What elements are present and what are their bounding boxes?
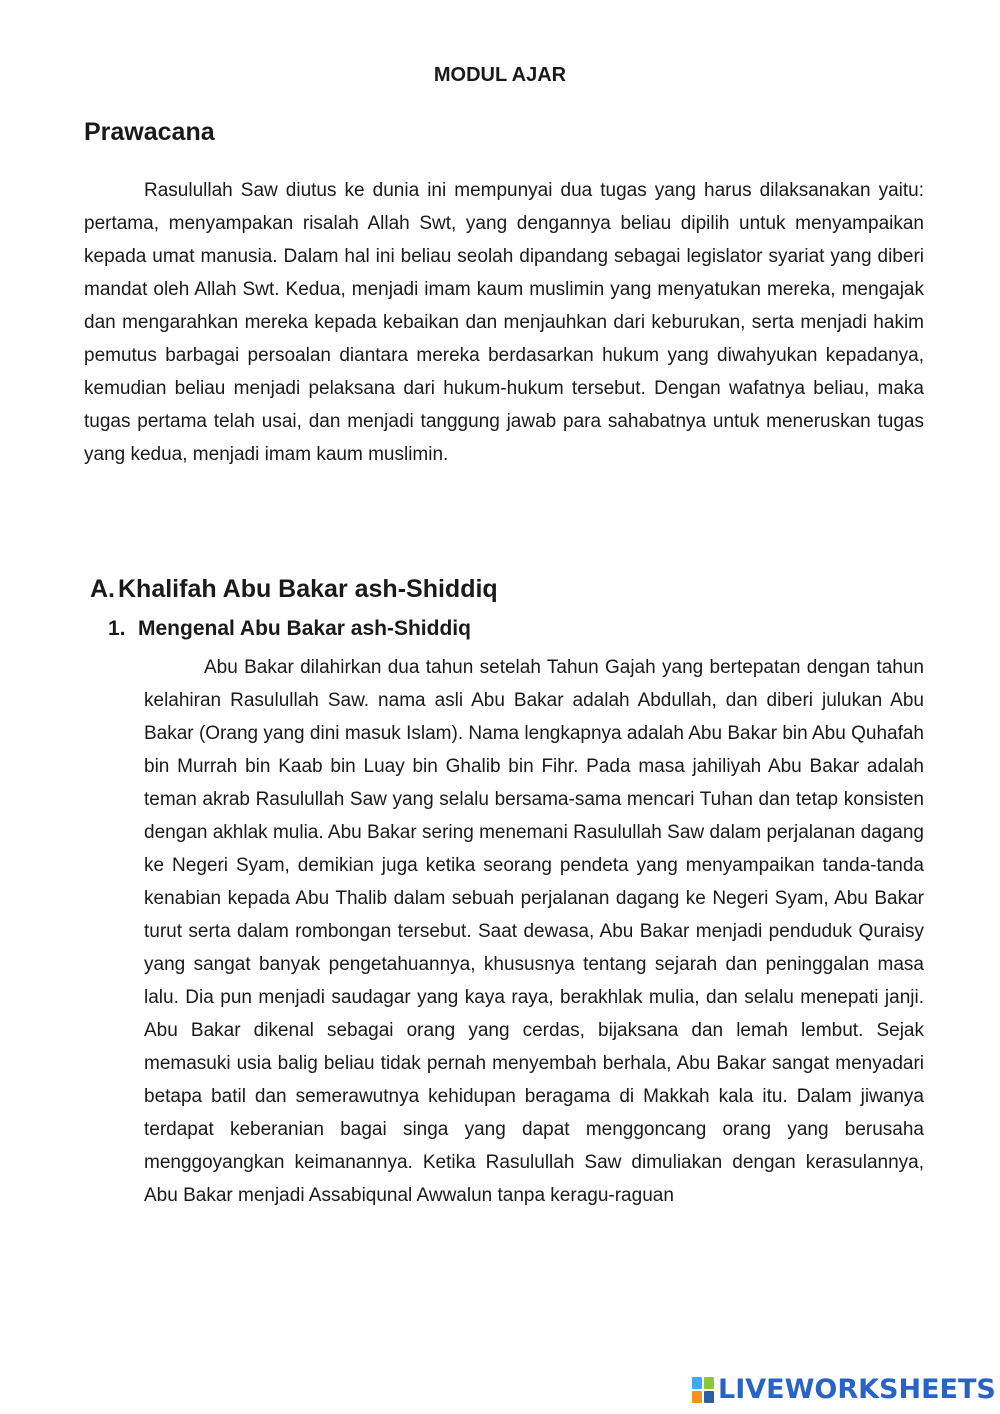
logo-text: LIVEWORKSHEETS <box>718 1374 996 1405</box>
liveworksheets-logo <box>692 1374 996 1405</box>
liveworksheets-logo-icon <box>692 1377 714 1403</box>
section-a-number: A. <box>90 575 115 603</box>
subsection-1-paragraph: Abu Bakar dilahirkan dua tahun setelah Tahun Gajah yang bertepatan dengan tahun kelahiran Rasulullah Saw. nama asli Abu Bakar adalah Abdullah, dan diberi julukan Abu Bakar (Orang yang dini masuk Islam). Nama lengkapnya adalah Abu Bakar bin Abu Quhafah bin Murrah bin Kaab bin Luay bin Ghalib bin Fihr. Pada masa jahiliyah Abu Bakar adalah teman akrab Rasulullah Saw yang selalu bersama-sama mencari Tuhan dan tetap konsisten dengan akhlak mulia. Abu Bakar sering menemani Rasulullah Saw dalam perjalanan dagang ke Negeri Syam, demikian juga ketika seorang pendeta yang menyampaikan tanda-tanda kenabian kepada Abu Thalib dalam sebuah perjalanan dagang ke Negeri Syam, Abu Bakar turut serta dalam rombongan tersebut. Saat dewasa, Abu Bakar menjadi penduduk Quraisy yang sangat banyak pengetahuannya, khususnya tentang sejarah dan peninggalan masa lalu. Dia pun menjadi saudagar yang kaya raya, berakhlak mulia, dan selalu menepati janji. Abu Bakar dikenal sebagai orang yang cerdas, bijaksana dan lemah lembut. Sejak memasuki usia balig beliau tidak pernah menyembah berhala, Abu Bakar sangat menyadari betapa batil dan semerawutnya kehidupan beragama di Makkah kala itu. Dalam jiwanya terdapat keberanian bagai singa yang dapat menggoncang orang yang berusaha menggoyangkan keimanannya. Ketika Rasulullah Saw dimuliakan dengan kerasulannya, Abu Bakar menjadi Assabiqunal Awwalun tanpa keragu-raguan <box>144 657 924 1206</box>
section-a-heading <box>90 575 498 604</box>
page-title: MODUL AJAR <box>433 64 567 86</box>
subsection-1-heading <box>108 617 471 641</box>
subsection-1-number: 1. <box>108 617 126 640</box>
intro-heading: Prawacana <box>84 118 215 146</box>
subsection-1-title: Mengenal Abu Bakar ash-Shiddiq <box>138 617 471 640</box>
intro-paragraph: Rasulullah Saw diutus ke dunia ini mempunyai dua tugas yang harus dilaksanakan yaitu: pertama, menyampakan risalah Allah Swt, yang dengannya beliau dipilih untuk menyampaikan kepada umat manusia. Dalam hal ini beliau seolah dipandang sebagai legislator syariat yang diberi mandat oleh Allah Swt. Kedua, menjadi imam kaum muslimin yang menyatukan mereka, mengajak dan mengarahkan mereka kepada kebaikan dan menjauhkan dari keburukan, serta menjadi hakim pemutus barbagai persoalan diantara mereka berdasarkan hukum yang diwahyukan kepadanya, kemudian beliau menjadi pelaksana dari hukum-hukum tersebut. Dengan wafatnya beliau, maka tugas pertama telah usai, dan menjadi tanggung jawab para sahabatnya untuk meneruskan tugas yang kedua, menjadi imam kaum muslimin. <box>84 180 924 465</box>
section-a-title: Khalifah Abu Bakar ash-Shiddiq <box>118 575 498 603</box>
